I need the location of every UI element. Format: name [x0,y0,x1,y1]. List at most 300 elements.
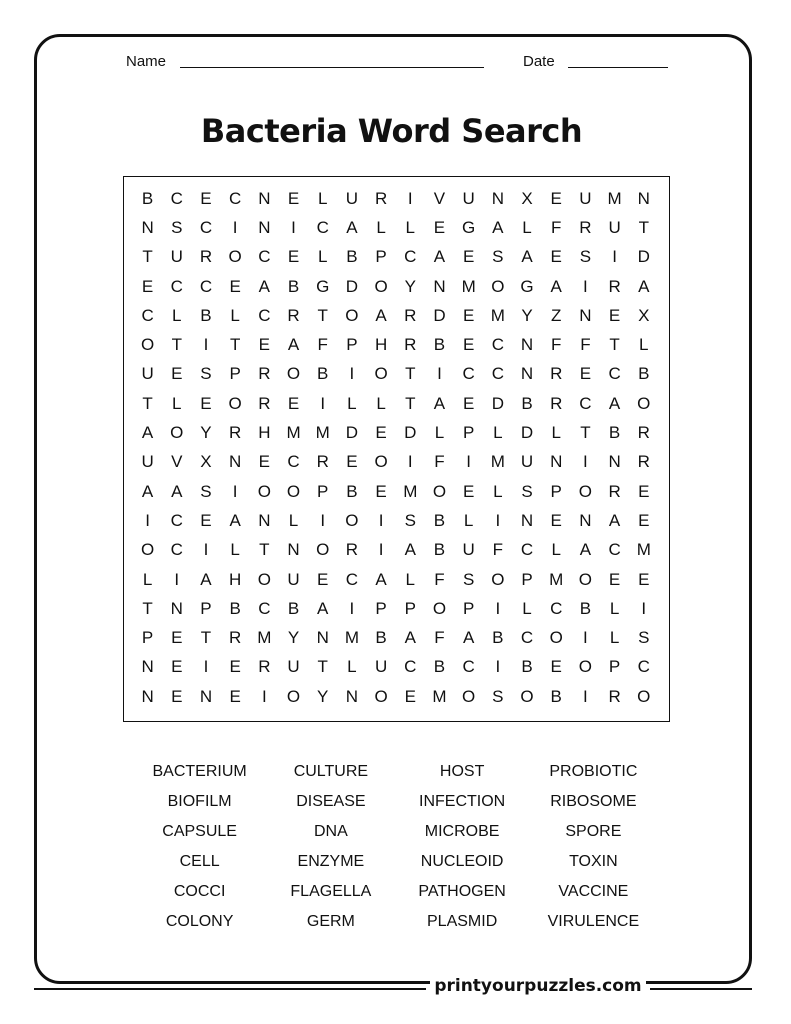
grid-letter: I [437,364,442,384]
grid-letter: M [607,188,622,208]
grid-letter: B [433,335,446,355]
grid-letter: N [520,364,534,384]
grid-letter: P [346,335,358,355]
grid-letter: C [316,217,329,237]
grid-letter: S [521,481,533,501]
grid-letter: T [142,393,153,413]
grid-letter: S [200,364,212,384]
grid-letter: E [550,657,562,677]
grid-letter: B [375,628,387,648]
grid-letter: A [375,305,387,325]
grid-letter: T [229,335,241,355]
grid-letter: C [258,598,271,618]
grid-letter: P [141,628,154,648]
grid-letter: S [462,569,475,589]
grid-letter: C [608,540,621,560]
grid-letter: R [229,628,242,648]
grid-letter: E [375,481,387,501]
grid-letter: C [345,569,359,589]
grid-letter: E [433,217,446,237]
grid-letter: B [317,364,329,384]
grid-letter: C [491,364,504,384]
grid-letter: B [433,657,446,677]
grid-letter: M [257,628,272,648]
grid-letter: U [287,569,300,589]
grid-letter: L [376,393,386,413]
grid-letter: F [551,217,562,237]
grid-letter: I [583,452,588,472]
grid-letter: T [317,305,328,325]
grid-letter: I [641,598,647,618]
grid-letter: L [434,423,445,443]
grid-letter: T [405,364,416,384]
grid-letter: I [232,481,238,501]
grid-letter: G [520,276,534,296]
grid-letter: O [170,423,184,443]
footer-divider-right [650,988,752,990]
word-list-item: COCCI [173,883,226,900]
grid-letter: L [551,540,561,560]
grid-letter: M [403,481,418,501]
word-list-item: PLASMID [427,913,498,930]
grid-letter: A [521,247,533,267]
grid-letter: C [462,364,475,384]
grid-letter: V [433,188,446,208]
grid-letter: Y [287,628,300,648]
grid-letter: A [608,393,621,413]
grid-letter: O [286,686,301,706]
footer-divider-left [34,988,426,990]
grid-letter: I [378,510,384,530]
grid-letter: R [345,540,359,560]
grid-letter: N [141,217,154,237]
grid-letter: D [520,423,534,443]
word-list-item: BIOFILM [167,793,232,810]
word-list-item: ENZYME [297,853,365,870]
grid-letter: E [579,364,592,384]
word-list-item: MICROBE [424,823,500,840]
word-list-item: HOST [439,763,485,780]
grid-letter: I [174,569,180,589]
grid-letter: P [229,364,241,384]
grid-letter: P [317,481,329,501]
grid-letter: L [230,540,240,560]
grid-letter: R [199,247,213,267]
grid-letter: I [320,510,326,530]
grid-letter: O [491,276,505,296]
grid-letter: U [579,188,592,208]
grid-letter: N [258,510,271,530]
grid-letter: N [229,452,242,472]
grid-letter: E [258,452,271,472]
grid-letter: L [230,305,240,325]
grid-letter: D [404,423,417,443]
grid-letter: L [493,423,503,443]
grid-letter: B [433,510,446,530]
grid-letter: E [608,569,621,589]
grid-letter: E [462,481,475,501]
grid-letter: P [200,598,212,618]
grid-letter: B [550,686,562,706]
grid-letter: D [345,423,359,443]
grid-letter: B [346,247,358,267]
grid-letter: N [170,598,183,618]
grid-letter: R [637,452,650,472]
grid-letter: E [550,188,562,208]
grid-letter: O [462,686,476,706]
grid-letter: C [462,657,475,677]
grid-letter: I [261,686,267,706]
grid-letter: R [550,364,563,384]
word-list-item: RIBOSOME [550,793,637,810]
grid-letter: F [434,569,445,589]
grid-letter: O [491,569,505,589]
grid-letter: A [579,540,592,560]
grid-letter: I [495,657,501,677]
grid-letter: V [171,452,183,472]
puzzle-grid [133,184,659,711]
grid-letter: E [258,335,271,355]
grid-letter: B [521,657,533,677]
grid-letter: G [462,217,476,237]
grid-letter: I [349,364,355,384]
grid-letter: N [579,510,592,530]
grid-letter: A [287,335,300,355]
grid-letter: C [170,540,183,560]
date-field[interactable] [568,67,668,68]
word-list-item: COLONY [165,913,234,930]
grid-letter: C [550,598,563,618]
grid-letter: A [608,510,621,530]
grid-letter: B [229,598,241,618]
grid-letter: E [317,569,329,589]
grid-letter: F [434,452,445,472]
grid-letter: E [171,686,183,706]
word-list-item: DISEASE [296,793,366,810]
grid-letter: U [170,247,183,267]
grid-letter: U [520,452,534,472]
grid-letter: E [287,247,300,267]
grid-letter: A [346,217,358,237]
grid-letter: N [520,510,534,530]
grid-letter: O [257,481,271,501]
grid-letter: E [462,305,475,325]
grid-letter: R [608,276,621,296]
grid-letter: A [141,481,154,501]
grid-letter: O [140,335,155,355]
grid-letter: I [583,628,588,648]
grid-letter: Y [200,423,212,443]
grid-letter: N [520,335,534,355]
grid-letter: T [200,628,212,648]
grid-letter: X [638,305,650,325]
grid-letter: L [347,657,357,677]
grid-letter: T [638,217,649,237]
grid-letter: Y [521,305,533,325]
grid-letter: R [287,305,300,325]
grid-letter: B [433,540,446,560]
grid-letter: E [404,686,416,706]
grid-letter: B [346,481,358,501]
grid-letter: I [203,657,209,677]
word-list-item: BACTERIUM [152,763,247,780]
grid-letter: O [432,598,447,618]
grid-letter: E [462,247,475,267]
grid-letter: T [405,393,416,413]
grid-letter: M [490,305,505,325]
grid-letter: I [291,217,296,237]
grid-letter: S [200,481,212,501]
word-list-item: SPORE [565,823,622,840]
grid-letter: E [638,510,650,530]
grid-letter: O [286,481,301,501]
grid-letter: L [172,305,182,325]
word-list-item: NUCLEOID [420,853,504,870]
grid-letter: F [434,628,445,648]
grid-letter: R [579,217,592,237]
grid-letter: E [141,276,154,296]
grid-letter: C [287,452,300,472]
word-list-item: PROBIOTIC [549,763,638,780]
grid-letter: D [345,276,359,296]
grid-letter: Z [551,305,562,325]
grid-letter: C [199,276,213,296]
grid-letter: C [170,510,183,530]
grid-letter: R [637,423,650,443]
grid-letter: R [258,393,271,413]
word-list-item: CULTURE [293,763,369,780]
grid-letter: M [315,423,330,443]
grid-letter: C [170,188,183,208]
grid-letter: C [404,657,417,677]
grid-letter: O [578,569,593,589]
grid-letter: I [203,540,209,560]
grid-letter: I [495,598,501,618]
grid-letter: A [171,481,183,501]
grid-letter: F [551,335,562,355]
grid-letter: M [549,569,564,589]
grid-letter: H [258,423,271,443]
grid-letter: N [491,188,504,208]
grid-letter: C [404,247,417,267]
grid-letter: E [229,276,241,296]
grid-letter: G [316,276,330,296]
grid-letter: I [320,393,326,413]
word-list-item: VACCINE [558,883,629,900]
grid-letter: O [578,481,593,501]
word-list-item: PATHOGEN [418,883,506,900]
grid-letter: N [258,188,271,208]
grid-letter: E [638,569,650,589]
grid-letter: O [637,393,651,413]
grid-letter: L [609,598,620,618]
grid-letter: O [228,393,242,413]
grid-letter: L [551,423,561,443]
grid-letter: U [141,364,154,384]
grid-letter: A [638,276,650,296]
grid-letter: U [374,657,388,677]
grid-letter: A [229,510,241,530]
grid-letter: U [608,217,621,237]
grid-letter: M [344,628,359,648]
grid-letter: N [637,188,650,208]
grid-letter: H [229,569,242,589]
grid-letter: N [550,452,563,472]
grid-letter: D [637,247,650,267]
grid-letter: A [433,393,446,413]
grid-letter: B [287,276,300,296]
word-list-item: GERM [306,913,355,930]
grid-letter: B [608,423,621,443]
grid-letter: F [317,335,328,355]
grid-letter: C [520,540,534,560]
grid-letter: L [347,393,357,413]
grid-letter: I [495,510,501,530]
grid-letter: A [492,217,504,237]
grid-letter: U [462,540,475,560]
grid-letter: T [609,335,620,355]
grid-letter: A [404,540,416,560]
grid-letter: O [637,686,651,706]
grid-letter: N [141,686,154,706]
date-label: Date [523,53,555,70]
grid-letter: R [550,393,563,413]
grid-letter: S [171,217,183,237]
grid-letter: F [580,335,591,355]
grid-letter: D [491,393,504,413]
grid-letter: C [579,393,592,413]
grid-letter: L [609,628,620,648]
grid-letter: S [638,628,650,648]
grid-letter: R [258,657,271,677]
word-list [134,757,659,937]
grid-letter: O [578,657,593,677]
grid-letter: R [608,686,621,706]
grid-letter: B [638,364,650,384]
grid-letter: I [407,188,413,208]
grid-letter: M [636,540,651,560]
grid-letter: B [521,393,533,413]
grid-letter: L [142,569,153,589]
grid-letter: A [317,598,329,618]
word-list-item: TOXIN [569,853,618,870]
grid-letter: E [171,628,183,648]
grid-letter: I [583,686,588,706]
word-list-item: FLAGELLA [290,883,372,900]
grid-letter: L [317,188,328,208]
word-list-item: VIRULENCE [547,913,640,930]
grid-letter: B [579,598,592,618]
grid-letter: L [463,510,474,530]
grid-letter: E [375,423,387,443]
grid-letter: L [522,598,532,618]
grid-letter: A [141,423,154,443]
grid-letter: L [405,217,416,237]
grid-letter: E [287,188,300,208]
grid-letter: E [229,657,241,677]
grid-letter: E [287,393,300,413]
grid-letter: X [200,452,212,472]
grid-letter: T [142,598,153,618]
grid-letter: L [172,393,182,413]
grid-letter: A [258,276,271,296]
word-list-item: DNA [313,823,348,840]
grid-letter: O [345,510,359,530]
grid-letter: E [550,510,562,530]
grid-letter: A [404,628,416,648]
grid-letter: O [374,276,388,296]
grid-letter: I [203,335,209,355]
grid-letter: M [461,276,476,296]
grid-letter: C [170,276,183,296]
grid-letter: O [520,686,534,706]
grid-letter: R [316,452,329,472]
grid-letter: O [345,305,359,325]
grid-letter: R [374,188,388,208]
grid-letter: C [258,247,271,267]
grid-letter: N [199,686,213,706]
grid-letter: I [583,276,588,296]
grid-letter: N [345,686,359,706]
grid-letter: O [316,540,330,560]
grid-letter: O [374,364,388,384]
grid-letter: E [171,657,183,677]
grid-letter: M [286,423,301,443]
grid-letter: T [259,540,270,560]
grid-letter: R [229,423,242,443]
grid-letter: N [258,217,271,237]
grid-letter: P [375,598,387,618]
grid-letter: A [375,569,387,589]
grid-letter: I [378,540,384,560]
page-title: Bacteria Word Search [200,112,583,150]
name-field[interactable] [180,67,484,68]
grid-letter: T [580,423,591,443]
word-list-item: CAPSULE [162,823,237,840]
grid-letter: M [490,452,505,472]
grid-letter: L [522,217,532,237]
grid-letter: B [492,628,504,648]
grid-letter: E [171,364,183,384]
word-list-item: CELL [179,853,220,870]
grid-letter: N [316,628,329,648]
grid-letter: L [317,247,328,267]
grid-letter: S [404,510,416,530]
grid-letter: O [374,686,388,706]
grid-letter: P [521,569,533,589]
grid-letter: E [608,305,621,325]
grid-letter: M [432,686,447,706]
grid-letter: T [171,335,182,355]
grid-letter: R [608,481,621,501]
grid-letter: O [374,452,388,472]
grid-letter: C [258,305,271,325]
grid-letter: P [404,598,416,618]
grid-letter: U [462,188,475,208]
grid-letter: O [228,247,242,267]
grid-letter: S [492,686,504,706]
grid-letter: L [288,510,299,530]
grid-letter: A [462,628,475,648]
grid-letter: E [462,393,475,413]
grid-letter: I [349,598,355,618]
grid-letter: A [433,247,446,267]
grid-letter: R [404,335,417,355]
name-label: Name [126,53,167,70]
grid-letter: N [433,276,446,296]
grid-letter: Y [317,686,329,706]
grid-letter: B [287,598,300,618]
